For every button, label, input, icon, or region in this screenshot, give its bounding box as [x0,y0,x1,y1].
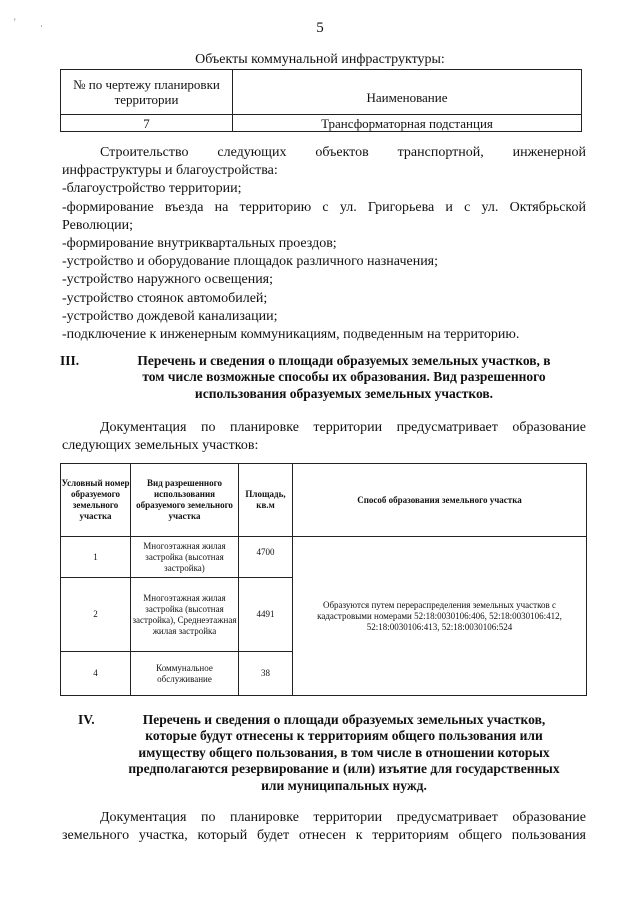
list-item: -устройство наружного освещения; [62,272,274,288]
header-cell: Способ образования земельного участка [293,464,587,537]
table-cell: 1 [61,537,131,578]
construction-paragraph [62,144,586,344]
list-item: Революции; [62,217,133,233]
section-title-line: Перечень и сведения о площади образуемых земельных участков, [142,712,546,727]
table-cell: Многоэтажная жилая застройка (высотная застройка) [131,537,239,578]
section-title [102,712,586,794]
infrastructure-table [60,69,582,132]
list-item: -благоустройство территории; [62,181,242,197]
list-item: -формирование внутриквартальных проездов; [62,236,337,252]
header-cell: Площадь, кв.м [239,464,293,537]
section-number: IV. [78,712,95,727]
table-cell: Коммунальное обслуживание [131,652,239,696]
table-row [61,537,587,578]
header-cell: Вид разрешенного использования образуемого земельного участка [131,464,239,537]
public-use-paragraph-line2: земельного участка, который будет отнесен к территориям общего пользования [62,828,586,844]
list-item: -устройство и оборудование площадок различного назначения; [62,254,439,270]
public-use-paragraph-line1: Документация по планировке территории предусматривает образование [100,810,586,825]
section-3-heading [60,353,592,405]
table-cell: 2 [61,578,131,652]
section-4-heading [60,712,592,796]
table-cell: 7 [61,115,233,132]
section-title-line: Перечень и сведения о площади образуемых земельных участков, в [137,353,551,368]
table-cell: 4700 [239,537,293,578]
land-plots-table [60,463,587,696]
header-cell: Условный номер образуемого земельного участка [61,464,131,537]
table1-caption: Объекты коммунальной инфраструктуры: [195,52,445,67]
construction-intro-line2: инфраструктуры и благоустройства: [62,163,278,179]
table-header-row [61,70,582,115]
section-title-line: том числе возможные способы их образования. Вид разрешенного [142,369,546,385]
public-use-paragraph [62,809,586,845]
section-title-line: использования образуемых земельных участков. [194,385,494,401]
plots-paragraph-line1: Документация по планировке территории предусматривает образование [100,420,586,435]
plots-paragraph-line2: следующих земельных участков: [62,438,259,454]
list-item: -устройство стоянок автомобилей; [62,290,268,306]
section-title-line: имуществу общего пользования, в том числе в отношении которых [138,744,550,760]
table-header-row [61,464,587,537]
plots-paragraph [62,419,586,455]
section-number: III. [60,353,80,368]
list-item: -устройство дождевой канализации; [62,308,278,324]
table-cell: 4 [61,652,131,696]
table-cell: Трансформаторная подстанция [233,115,582,132]
scan-mark-left: ' [14,17,16,27]
table-row [61,115,582,132]
method-cell: Образуются путем перераспределения земельных участков с кадастровыми номерами 52:18:0030106:406, 52:18:0030106:412, 52:18:0030106:413, 52:18:0030106:524 [293,537,587,696]
construction-intro-line1: Строительство следующих объектов транспортной, инженерной [100,145,586,160]
section-title-line: предполагаются резервирование и (или) изъятие для государственных [128,761,560,777]
section-title [102,353,586,402]
list-item: -формирование въезда на территорию с ул. Григорьева и с ул. Октябрьской [62,199,586,215]
section-title-line: которые будут отнесены к территориям общего пользования или [145,728,543,744]
list-item: -подключение к инженерным коммуникациям, подведенным на территорию. [62,327,520,343]
scan-mark-right: · [40,21,43,31]
section-title-line: или муниципальных нужд. [261,777,427,793]
table-cell: Многоэтажная жилая застройка (высотная застройка), Среднеэтажная жилая застройка [131,578,239,652]
header-cell: Наименование [233,70,582,115]
page-number: 5 [316,20,324,36]
table-cell: 4491 [239,578,293,652]
table-cell: 38 [239,652,293,696]
header-cell: № по чертежу планировки территории [61,70,233,115]
